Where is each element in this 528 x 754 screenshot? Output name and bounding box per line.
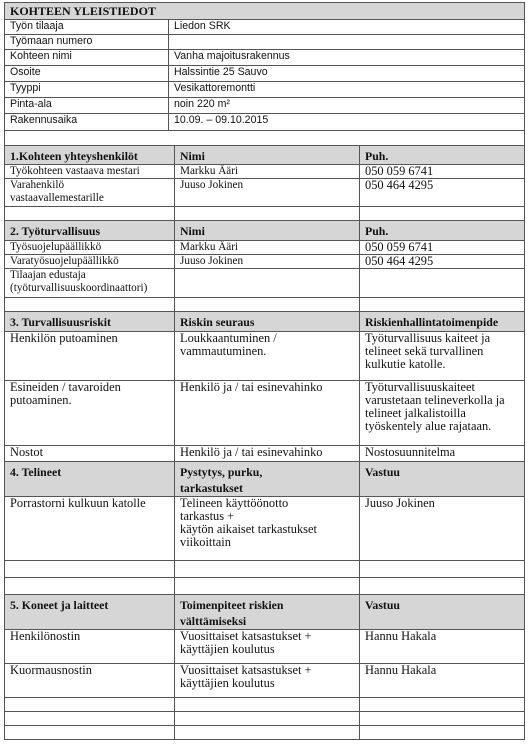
- spacer-row: [5, 131, 525, 146]
- safety-name-header: Nimi: [175, 221, 360, 241]
- empty-cell: [175, 698, 360, 712]
- risk-item: Henkilön putoaminen: [5, 332, 175, 381]
- risk-item: Esineiden / tavaroiden putoaminen.: [5, 381, 175, 446]
- contacts-name-header: Nimi: [175, 146, 360, 165]
- contacts-phone-header: Puh.: [360, 146, 525, 165]
- contacts-phone: 050 464 4295: [360, 179, 525, 207]
- empty-cell: [360, 726, 525, 740]
- contacts-role: Varahenkilö vastaavallemestarille: [5, 179, 175, 207]
- empty-cell: [360, 298, 525, 312]
- safety-header: 2. Työturvallisuus: [5, 221, 175, 241]
- risk-measure: Työturvallisuus kaiteet ja telineet sekä turvallinen kulkutie katolle.: [360, 332, 525, 381]
- general-value: Vesikattoremontti: [169, 82, 525, 98]
- machine-item: Henkilönostin: [5, 630, 175, 664]
- machine-action: Vuosittaiset katsastukset + käyttäjien koulutus: [175, 664, 360, 698]
- machine-owner: Hannu Hakala: [360, 630, 525, 664]
- empty-cell: [175, 298, 360, 312]
- empty-cell: [175, 561, 360, 578]
- details-table: [4, 145, 525, 740]
- empty-cell: [175, 578, 360, 595]
- machine-action: Vuosittaiset katsastukset + käyttäjien koulutus: [175, 630, 360, 664]
- general-label: Rakennusaika: [5, 114, 169, 131]
- risk-measure: Työturvallisuuskaiteet varustetaan telineverkolla ja telineet jalkalistoilla työskentely alue rajataan.: [360, 381, 525, 446]
- empty-cell: [5, 207, 175, 221]
- contacts-name: Juuso Jokinen: [175, 179, 360, 207]
- general-label: Työn tilaaja: [5, 20, 169, 35]
- risks-consequence-header: Riskin seuraus: [175, 312, 360, 332]
- empty-cell: [5, 726, 175, 740]
- contacts-role: Työkohteen vastaava mestari: [5, 165, 175, 179]
- general-title: KOHTEEN YLEISTIEDOT: [5, 3, 525, 20]
- scaffold-task: Telineen käyttöönotto tarkastus + käytön aikaiset tarkastukset viikoittain: [175, 497, 360, 561]
- general-label: Tyyppi: [5, 82, 169, 98]
- risk-consequence: Loukkaantuminen / vammautuminen.: [175, 332, 360, 381]
- risks-header: 3. Turvallisuusriskit: [5, 312, 175, 332]
- risk-consequence: Henkilö ja / tai esinevahinko: [175, 381, 360, 446]
- empty-cell: [175, 207, 360, 221]
- risk-consequence: Henkilö ja / tai esinevahinko: [175, 446, 360, 462]
- general-value: Halssintie 25 Sauvo: [169, 66, 525, 82]
- scaffold-owner: Juuso Jokinen: [360, 497, 525, 561]
- contacts-phone: 050 059 6741: [360, 165, 525, 179]
- risk-item: Nostot: [5, 446, 175, 462]
- empty-cell: [5, 298, 175, 312]
- scaffold-item: Porrastorni kulkuun katolle: [5, 497, 175, 561]
- machines-action-header: Toimenpiteet riskien välttämiseksi: [175, 595, 360, 630]
- safety-role: Tilaajan edustaja (työturvallisuuskoordinaattori): [5, 269, 175, 298]
- empty-cell: [360, 698, 525, 712]
- safety-phone-header: Puh.: [360, 221, 525, 241]
- general-label: Työmaan numero: [5, 35, 169, 50]
- risks-measure-header: Riskienhallintatoimenpide: [360, 312, 525, 332]
- safety-phone: [360, 269, 525, 298]
- safety-name: [175, 269, 360, 298]
- site-info-document: [4, 2, 524, 750]
- empty-cell: [5, 561, 175, 578]
- empty-cell: [5, 578, 175, 595]
- general-value: 10.09. – 09.10.2015: [169, 114, 525, 131]
- general-label: Osoite: [5, 66, 169, 82]
- general-value: noin 220 m²: [169, 98, 525, 114]
- empty-cell: [360, 561, 525, 578]
- safety-phone: 050 464 4295: [360, 255, 525, 269]
- contacts-header: 1.Kohteen yhteyshenkilöt: [5, 146, 175, 165]
- general-value: [169, 35, 525, 50]
- safety-name: Markku Ääri: [175, 241, 360, 255]
- general-info-table: [4, 2, 525, 146]
- empty-cell: [360, 712, 525, 726]
- scaffolds-task-header: Pystytys, purku, tarkastukset: [175, 462, 360, 497]
- contacts-name: Markku Ääri: [175, 165, 360, 179]
- machine-owner: Hannu Hakala: [360, 664, 525, 698]
- empty-cell: [175, 726, 360, 740]
- safety-name: Juuso Jokinen: [175, 255, 360, 269]
- empty-cell: [5, 698, 175, 712]
- risk-measure: Nostosuunnitelma: [360, 446, 525, 462]
- safety-role: Varatyösuojelupäällikkö: [5, 255, 175, 269]
- scaffolds-owner-header: Vastuu: [360, 462, 525, 497]
- empty-cell: [360, 207, 525, 221]
- empty-cell: [360, 578, 525, 595]
- machines-header: 5. Koneet ja laitteet: [5, 595, 175, 630]
- empty-cell: [5, 712, 175, 726]
- general-value: Vanha majoitusrakennus: [169, 50, 525, 66]
- machine-item: Kuormausnostin: [5, 664, 175, 698]
- empty-cell: [175, 712, 360, 726]
- general-label: Kohteen nimi: [5, 50, 169, 66]
- machines-owner-header: Vastuu: [360, 595, 525, 630]
- general-value: Liedon SRK: [169, 20, 525, 35]
- safety-phone: 050 059 6741: [360, 241, 525, 255]
- safety-role: Työsuojelupäällikkö: [5, 241, 175, 255]
- general-label: Pinta-ala: [5, 98, 169, 114]
- scaffolds-header: 4. Telineet: [5, 462, 175, 497]
